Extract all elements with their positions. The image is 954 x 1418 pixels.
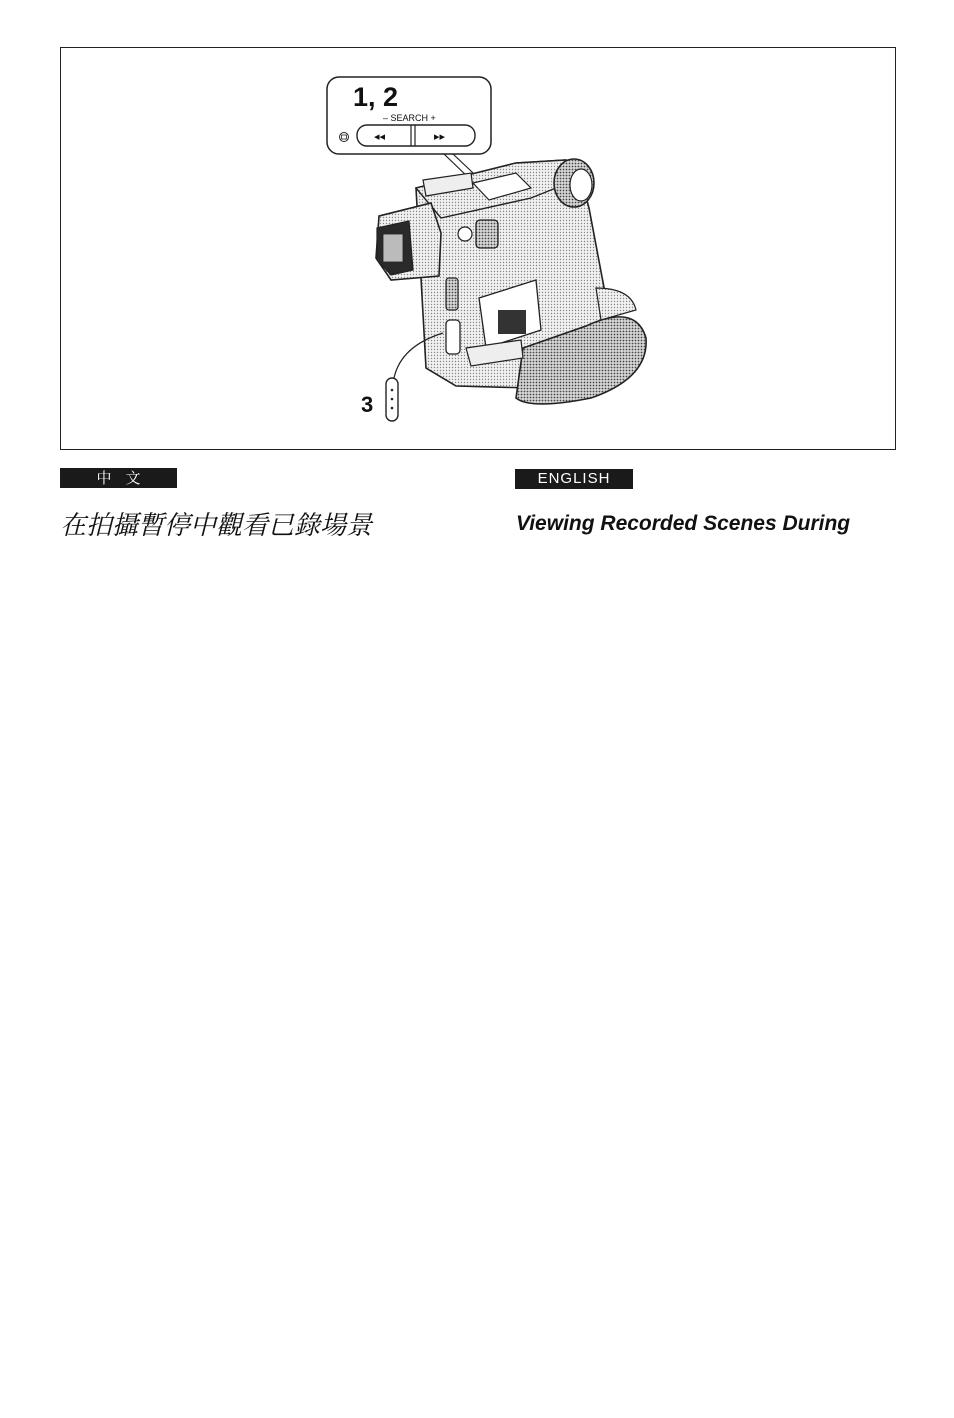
fast-forward-button: ▸▸ — [434, 131, 446, 143]
rewind-button: ◂◂ — [374, 131, 386, 143]
language-tag-english: ENGLISH — [515, 469, 633, 489]
search-label: – SEARCH + — [383, 113, 436, 123]
section-heading-english: Viewing Recorded Scenes During — [516, 512, 851, 535]
step-label-3: 3 — [361, 392, 374, 417]
search-callout — [327, 77, 491, 188]
camcorder — [376, 159, 646, 404]
step-label-1-2: 1, 2 — [353, 82, 399, 112]
camcorder-illustration — [61, 48, 897, 451]
illustration-frame — [60, 47, 896, 450]
language-tag-chinese: 中文 — [60, 468, 177, 488]
section-heading-chinese: 在拍攝暫停中觀看已錄場景 — [60, 511, 373, 541]
